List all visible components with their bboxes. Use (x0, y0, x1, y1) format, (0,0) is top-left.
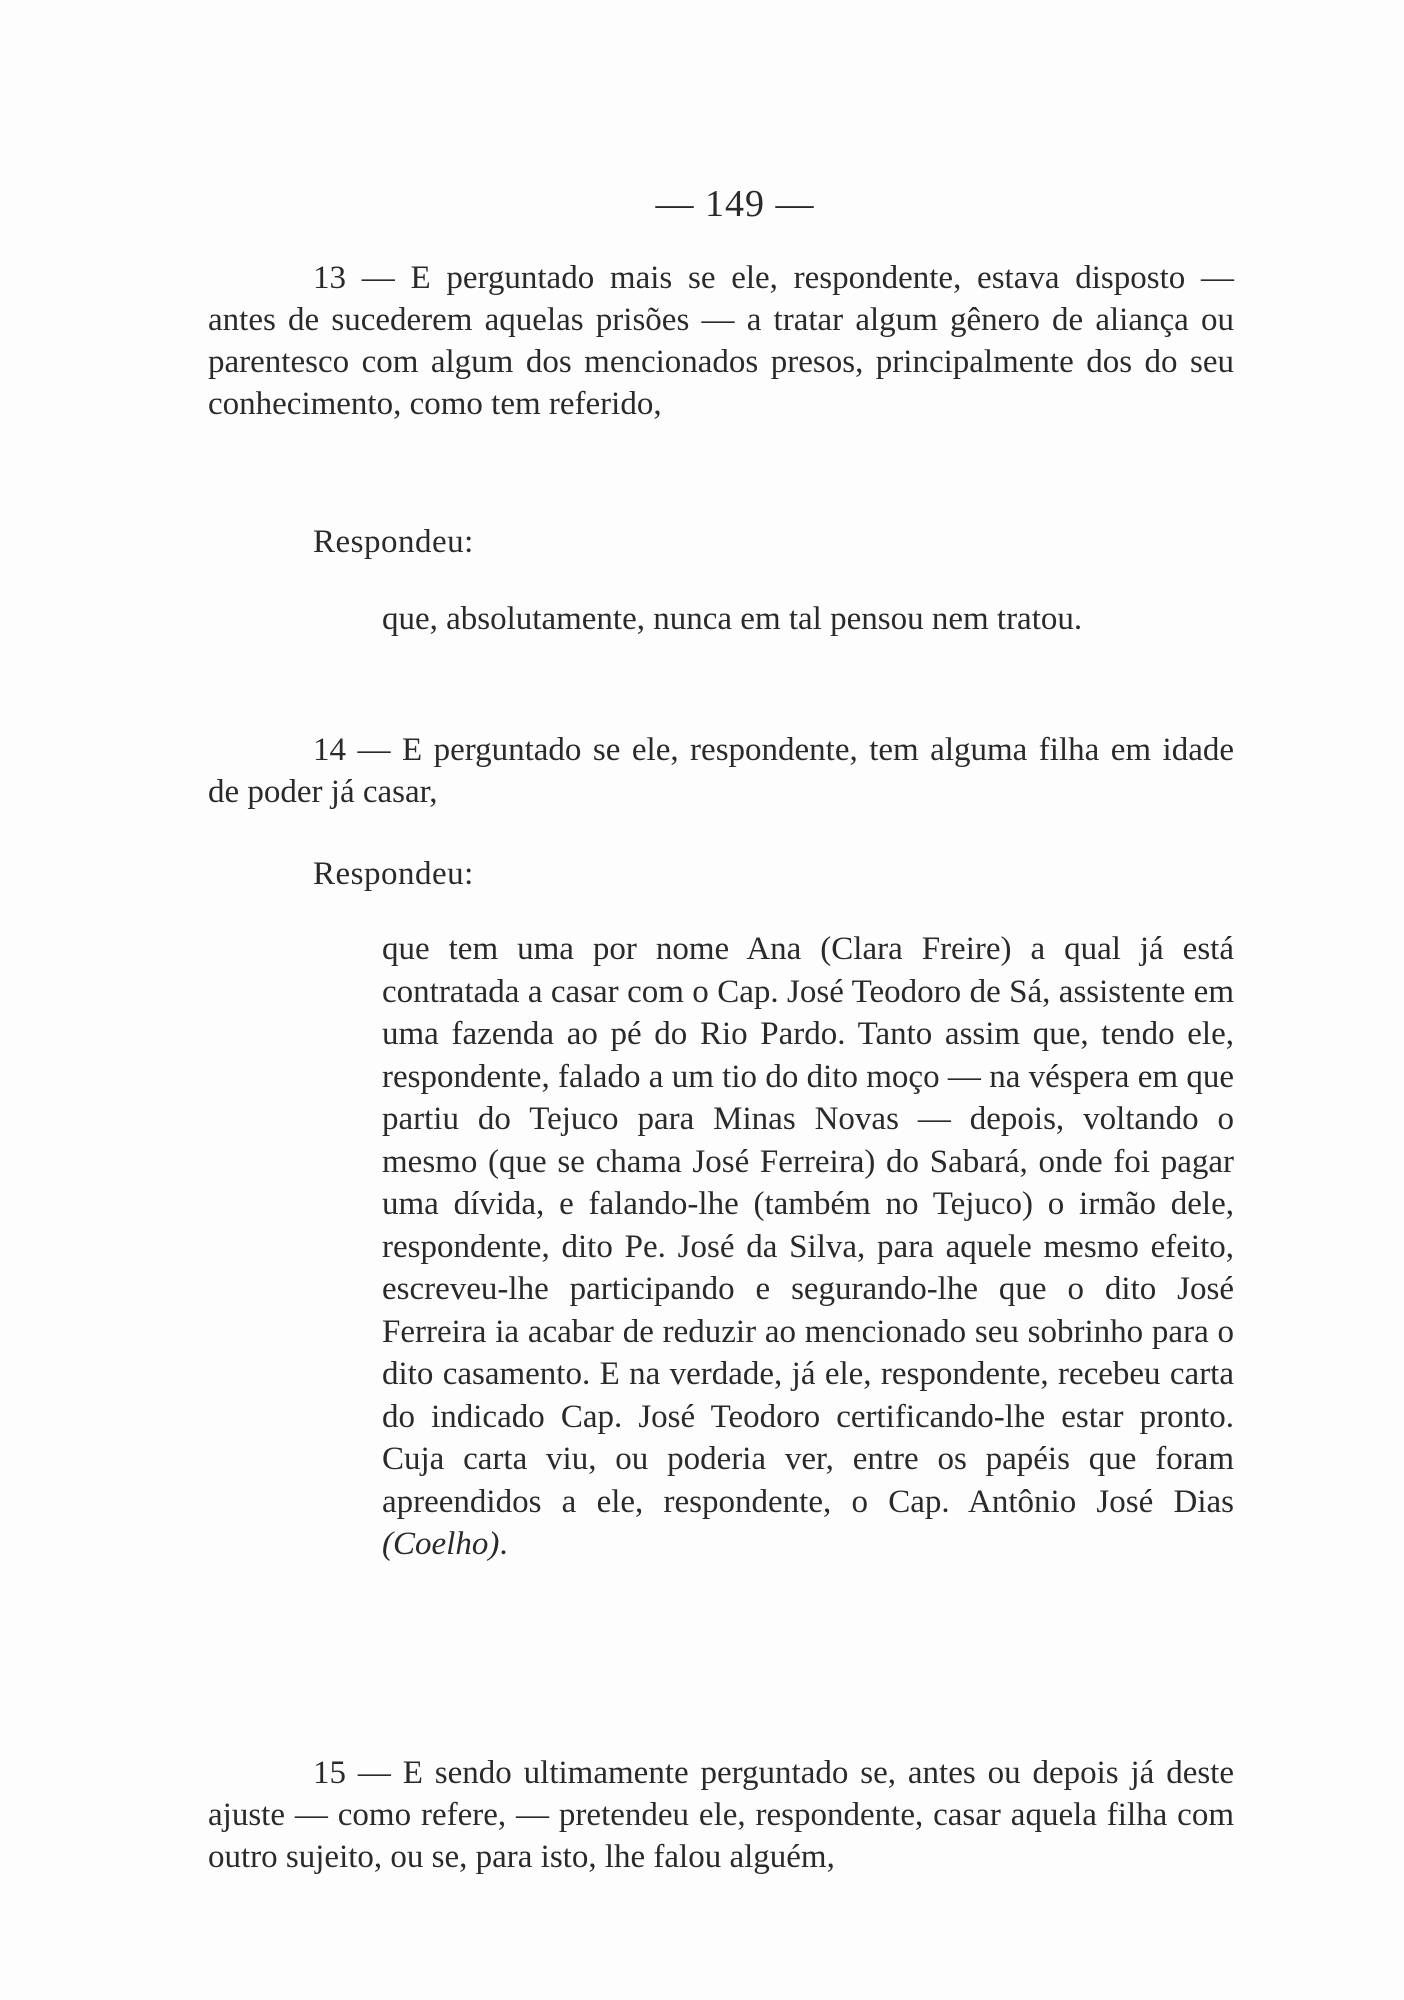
question-14-text: 14 — E perguntado se ele, respondente, tem alguma filha em idade de poder já casar, (208, 732, 1234, 810)
answer-14-text: que tem uma por nome Ana (Clara Freire) a qual já está contratada a casar com o Cap. José Teodoro de Sá, assistente em uma fazenda ao pé do Rio Pardo. Tanto assim que, tendo ele, respondente, falado a um tio do dito moço — na véspera em que partiu do Tejuco para Minas Novas — depois, voltando o mesmo (que se chama José Ferreira) do Sabará, onde foi pagar uma dívida, e falando-lhe (também no Tejuco) o irmão dele, respondente, dito Pe. José da Silva, para aquele mesmo efeito, escreveu-lhe participando e segurando-lhe que o dito José Ferreira ia acabar de reduzir ao mencionado seu sobrinho para o dito casamento. E na verdade, já ele, respondente, recebeu carta do indicado Cap. José Teodoro certificando-lhe estar pronto. Cuja carta viu, ou poderia ver, entre os papéis que foram apreendidos a ele, respondente, o Cap. Antônio José Dias (382, 931, 1234, 1520)
answer-14-italic: (Coelho) (382, 1526, 500, 1562)
page-number: — 149 — (655, 183, 815, 225)
answer-14 (382, 928, 1234, 1566)
answer-14-end: . (499, 1526, 508, 1562)
question-15 (208, 1752, 1234, 1878)
question-15-text: 15 — E sendo ultimamente perguntado se, antes ou depois já deste ajuste — como refere, — pretendeu ele, respondente, casar aquela filha com outro sujeito, ou se, para isto, lhe falou alguém, (208, 1755, 1234, 1875)
respondeu-13: Respondeu: (313, 524, 474, 560)
question-13 (208, 257, 1234, 425)
question-14 (208, 729, 1234, 813)
respondeu-14: Respondeu: (313, 856, 474, 892)
answer-13: que, absolutamente, nunca em tal pensou nem tratou. (382, 601, 1083, 637)
question-13-text: 13 — E perguntado mais se ele, respondente, estava disposto — antes de sucederem aquelas prisões — a tratar algum gênero de aliança ou parentesco com algum dos mencionados presos, principalmente dos do seu conhecimento, como tem referido, (208, 260, 1234, 422)
